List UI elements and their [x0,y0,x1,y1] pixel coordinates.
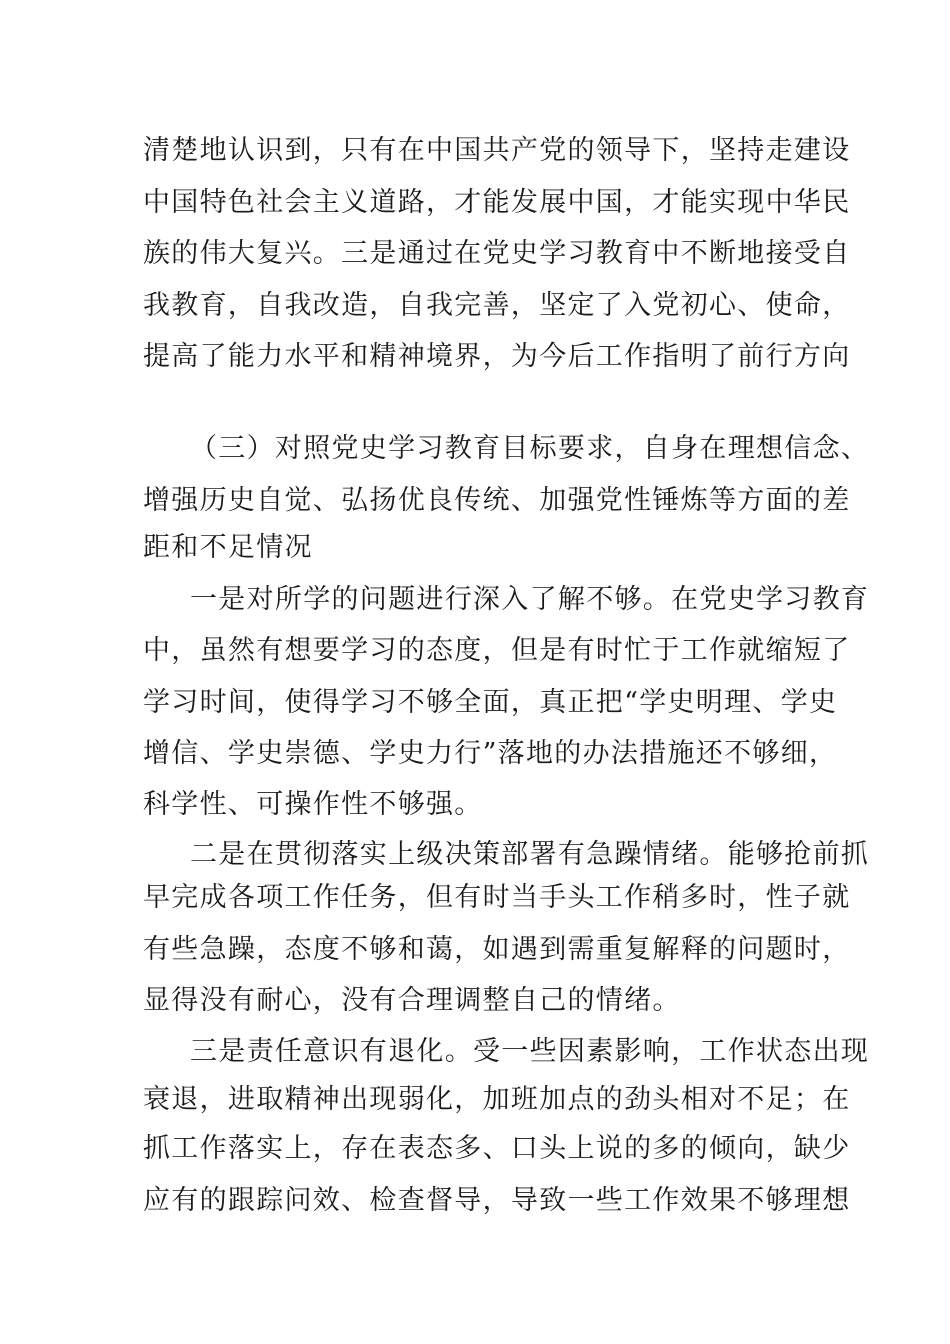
text-line: 科学性、可操作性不够强。 [143,789,483,820]
text-line: 族的伟大复兴。三是通过在党史学习教育中不断地接受自 [143,238,851,269]
text-line: 应有的跟踪问效、检查督导，导致一些工作效果不够理想 [143,1185,851,1216]
heading-line: 距和不足情况 [143,532,313,563]
heading-line: 增强历史自觉、弘扬优良传统、加强党性锤炼等方面的差 [143,485,851,516]
text-line: 清楚地认识到，只有在中国共产党的领导下，坚持走建设 [143,135,851,166]
text-line: 一是对所学的问题进行深入了解不够。在党史学习教育 [190,584,870,615]
text-line: 衰退，进取精神出现弱化，加班加点的劲头相对不足；在 [143,1084,851,1115]
text-line: 增信、学史崇德、学史力行”落地的办法措施还不够细， [143,738,838,769]
text-line: 有些急躁，态度不够和蔼，如遇到需重复解释的问题时， [143,934,851,965]
text-line: 早完成各项工作任务，但有时当手头工作稍多时，性子就 [143,882,851,913]
text-line: 中国特色社会主义道路，才能发展中国，才能实现中华民 [143,187,851,218]
text-line: 二是在贯彻落实上级决策部署有急躁情绪。能够抢前抓 [190,839,870,870]
text-line: 学习时间，使得学习不够全面，真正把“学史明理、学史 [143,687,838,718]
text-line: 中，虽然有想要学习的态度，但是有时忙于工作就缩短了 [143,635,851,666]
text-line: 显得没有耐心，没有合理调整自己的情绪。 [143,985,681,1016]
text-line: 三是责任意识有退化。受一些因素影响，工作状态出现 [190,1036,870,1067]
text-line: 提高了能力水平和精神境界，为今后工作指明了前行方向 [143,341,851,372]
heading-line: （三）对照党史学习教育目标要求，自身在理想信念、 [190,433,870,464]
text-line: 抓工作落实上，存在表态多、口头上说的多的倾向，缺少 [143,1133,851,1164]
text-line: 我教育，自我改造，自我完善，坚定了入党初心、使命， [143,290,851,321]
